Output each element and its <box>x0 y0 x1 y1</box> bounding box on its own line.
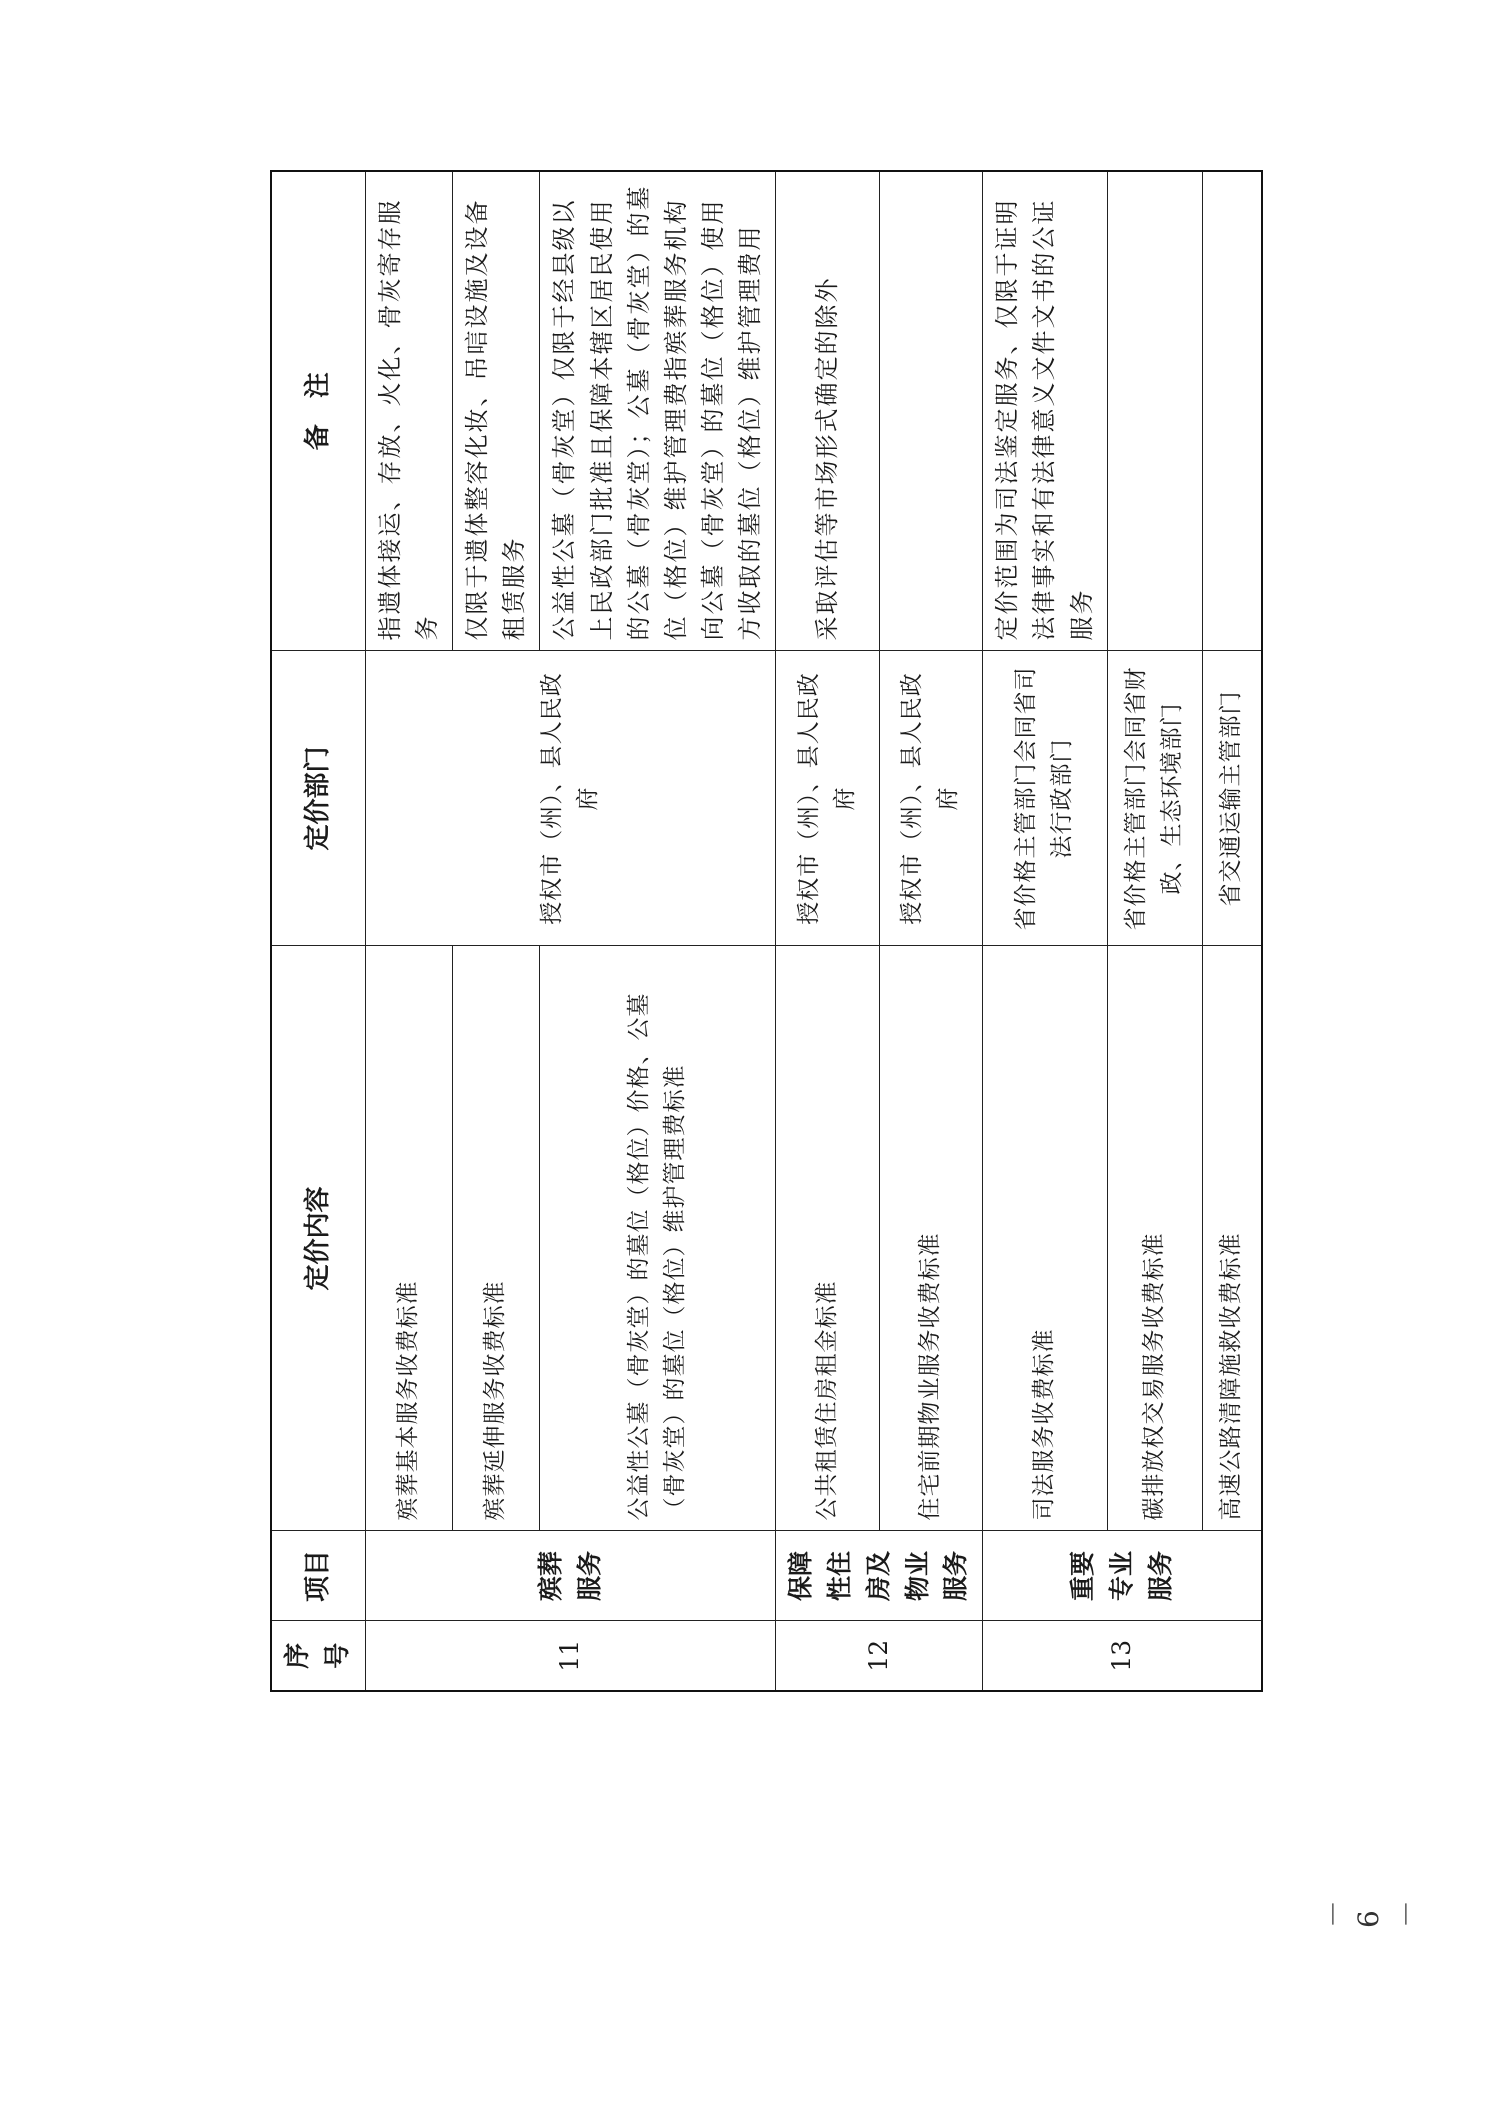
table-row <box>1107 171 1202 1691</box>
dept-cell: 授权市（州）、县人民政府 <box>365 651 776 946</box>
project-cell: 殡葬服务 <box>365 1531 776 1621</box>
content-cell: 殡葬基本服务收费标准 <box>365 946 452 1531</box>
header-dept: 定价部门 <box>271 651 365 946</box>
row-number: 11 <box>365 1621 776 1691</box>
note-cell: 指遗体接运、存放、火化、骨灰寄存服务 <box>365 171 452 651</box>
rotated-table-wrapper <box>270 172 1245 1692</box>
dept-cell: 省价格主管部门会同省司法行政部门 <box>983 651 1108 946</box>
content-cell: 司法服务收费标准 <box>983 946 1108 1531</box>
dept-cell: 省交通运输主管部门 <box>1202 651 1262 946</box>
table-row <box>983 171 1108 1691</box>
row-number: 12 <box>776 1621 983 1691</box>
table-header-row <box>271 171 365 1691</box>
note-cell <box>879 171 982 651</box>
project-cell: 保障性住房及物业服务 <box>776 1531 983 1621</box>
page-number: － 6 － <box>1317 1893 1423 1928</box>
dept-cell: 授权市（州）、县人民政府 <box>879 651 982 946</box>
content-cell: 公共租赁住房租金标准 <box>776 946 879 1531</box>
row-number: 13 <box>983 1621 1263 1691</box>
project-cell: 重要专业服务 <box>983 1531 1263 1621</box>
content-cell: 殡葬延伸服务收费标准 <box>452 946 539 1531</box>
table-row <box>776 171 879 1691</box>
content-cell: 高速公路清障施救收费标准 <box>1202 946 1262 1531</box>
note-cell <box>1202 171 1262 651</box>
note-cell: 仅限于遗体整容化妆、吊唁设施及设备租赁服务 <box>452 171 539 651</box>
note-cell <box>1107 171 1202 651</box>
dept-cell: 授权市（州）、县人民政府 <box>776 651 879 946</box>
dept-cell: 省价格主管部门会同省财政、生态环境部门 <box>1107 651 1202 946</box>
header-content: 定价内容 <box>271 946 365 1531</box>
header-project: 项目 <box>271 1531 365 1621</box>
header-note: 备 注 <box>271 171 365 651</box>
content-cell: 住宅前期物业服务收费标准 <box>879 946 982 1531</box>
content-cell: 公益性公墓（骨灰堂）的墓位（格位）价格、公墓（骨灰堂）的墓位（格位）维护管理费标准 <box>540 946 776 1531</box>
content-cell: 碳排放权交易服务收费标准 <box>1107 946 1202 1531</box>
header-no: 序号 <box>271 1621 365 1691</box>
pricing-table <box>270 170 1263 1692</box>
table-row <box>879 171 982 1691</box>
table-row <box>365 171 452 1691</box>
note-cell: 定价范围为司法鉴定服务、仅限于证明法律事实和有法律意义文件文书的公证服务 <box>983 171 1108 651</box>
note-cell: 采取评估等市场形式确定的除外 <box>776 171 879 651</box>
table-row <box>1202 171 1262 1691</box>
note-cell: 公益性公墓（骨灰堂）仅限于经县级以上民政部门批准且保障本辖区居民使用的公墓（骨灰堂）；公墓（骨灰堂）的墓位（格位）维护管理费指殡葬服务机构向公墓（骨灰堂）的墓位（格位）使用方收取的墓位（格位）维护管理费用 <box>540 171 776 651</box>
